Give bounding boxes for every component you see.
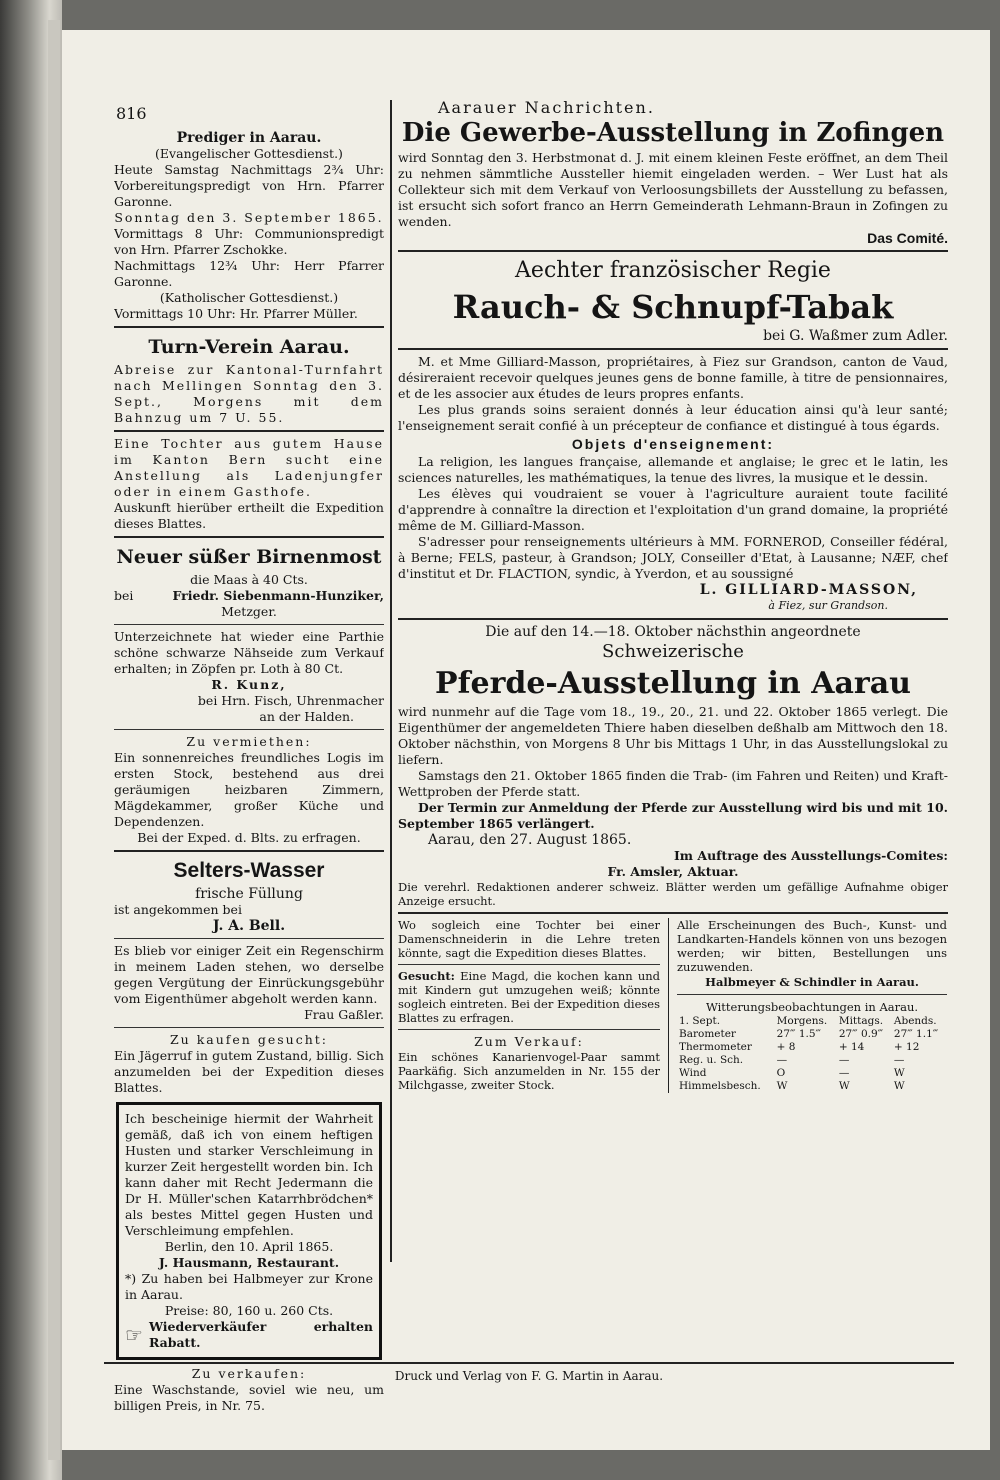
prediger-line-1: Heute Samstag Nachmittags 2¾ Uhr: Vorbereitungspredigt von Hrn. Pfarrer Garonne.	[114, 162, 384, 209]
turnverein-title: Turn-Verein Aarau.	[148, 336, 350, 358]
divider	[398, 912, 948, 914]
weather-header-row	[677, 1015, 947, 1028]
weather-cell: Thermometer	[679, 1041, 752, 1053]
kunz-addr-2: an der Halden.	[259, 709, 354, 724]
selters-sub: frische Füllung	[195, 886, 303, 902]
gilliard-p2: Les plus grands soins seraient donnés à leur éducation ainsi qu'à leur santé; l'enseignement serait confié à un précepteur de confiance et distingué à tous égards.	[398, 402, 948, 433]
weather-cell: + 12	[893, 1041, 920, 1053]
weather-cell: 27‴ 1.5‴	[776, 1028, 821, 1040]
gewerbe-text: wird Sonntag den 3. Herbstmonat d. J. mit einem kleinen Feste eröffnet, an dem Theil zu nehmen sämmtliche Aussteller hiemit eingeladen werden. – Wer Lust hat als Collekteur sich mit dem Verkauf von Verloosungsbillets der Ausstellung zu befassen, ist ersucht sich sofort franco an Herrn Gemeinderath Lehmann-Braun in Zofingen zu wenden.	[398, 150, 948, 229]
birnenmost-price: die Maas à 40 Cts.	[190, 572, 308, 587]
halbmeyer-text: Alle Erscheinungen des Buch-, Kunst- und Landkarten-Handels können von uns bezogen werden; wir bitten, Bestellungen uns zuzuwenden.	[677, 918, 947, 974]
katarrh-rabatt: Wiederverkäufer erhalten Rabatt.	[148, 1319, 373, 1350]
weather-cell: O	[776, 1067, 786, 1079]
vermieten-text-2: Bei der Exped. d. Blts. zu erfragen.	[137, 830, 361, 845]
kunz-addr-1: bei Hrn. Fisch, Uhrenmacher	[197, 693, 384, 708]
divider	[114, 624, 384, 625]
prediger-evang: (Evangelischer Gottesdienst.)	[155, 146, 343, 161]
birnenmost-title: Neuer süßer Birnenmost	[116, 546, 382, 568]
katarrh-rabatt-row	[125, 1319, 373, 1351]
prediger-line-3: Vormittags 8 Uhr: Communionspredigt von Hrn. Pfarrer Zschokke.	[114, 226, 384, 257]
katarrh-note: *) Zu haben bei Halbmeyer zur Krone in Aarau.	[125, 1271, 373, 1302]
footer-imprint: Druck und Verlag von F. G. Martin in Aarau.	[394, 1369, 664, 1383]
weather-table	[677, 1015, 947, 1093]
divider	[398, 964, 660, 965]
divider	[114, 1027, 384, 1028]
weather-col-morning: Morgens.	[776, 1015, 828, 1027]
schirm-text: Es blieb vor einiger Zeit ein Regenschirm in meinem Laden stehen, wo derselbe gegen Vergütung der Einrückungsgebühr vom Eigenthümer abgeholt werden kann.	[114, 943, 384, 1006]
tabak-line-1: Aechter französischer Regie	[515, 258, 831, 283]
magd-ad	[398, 969, 660, 1025]
divider	[114, 430, 384, 432]
weather-row	[677, 1080, 947, 1093]
gilliard-p1: M. et Mme Gilliard-Masson, propriétaires, à Fiez sur Grandson, canton de Vaud, désireraient recevoir quelques jeunes gens de bonne famille, à titre de pensionnaires, et de les associer aux études de leurs propres enfants.	[398, 354, 948, 401]
tabak-line-3: bei G. Waßmer zum Adler.	[763, 328, 948, 344]
schirm-name: Frau Gaßler.	[304, 1007, 384, 1022]
section-header: Aarauer Nachrichten.	[438, 100, 655, 117]
weather-row	[677, 1041, 947, 1054]
weather-cell: W	[776, 1080, 788, 1092]
weather-cell: —	[776, 1054, 788, 1066]
birnenmost-bei: bei	[114, 588, 134, 603]
divider	[114, 536, 384, 538]
birnenmost-role: Metzger.	[221, 604, 277, 619]
prediger-line-2: Sonntag den 3. September 1865.	[114, 210, 384, 225]
weather-cell: —	[838, 1054, 850, 1066]
weather-cell: Barometer	[679, 1028, 736, 1040]
weather-cell: 27‴ 0.9‴	[838, 1028, 884, 1040]
pferde-schweiz: Schweizerische	[602, 641, 744, 662]
selters-title: Selters-Wasser	[173, 859, 325, 882]
selters-text: ist angekommen bei	[114, 902, 242, 917]
weather-cell: W	[893, 1067, 905, 1079]
pointing-hand-icon: ☞	[125, 1323, 143, 1347]
footer-rule	[104, 1362, 954, 1364]
verkaufen-text: Eine Waschstande, soviel wie neu, um billigen Preis, in Nr. 75.	[114, 1382, 384, 1413]
gilliard-p5: S'adresser pour renseignements ultérieurs à MM. FORNEROD, Conseiller fédéral, à Berne; FELS, pasteur, à Grandson; JOLY, Conseiller d'Etat, à Lausanne; NÆF, chef d'institut et Dr. FLACTION, syndic, à Yverdon, et au soussigné	[398, 534, 948, 581]
kaufen-text: Ein Jägerruf in gutem Zustand, billig. Sich anzumelden bei der Expedition dieses Blattes.	[114, 1048, 384, 1095]
turnverein-text: Abreise zur Kantonal-Turnfahrt nach Mellingen Sonntag den 3. Sept., Morgens mit dem Bahnzug um 7 U. 55.	[114, 362, 384, 425]
gilliard-objets: Objets d'enseignement:	[571, 436, 775, 452]
birnenmost-seller-row	[114, 588, 384, 604]
birnenmost-seller: Friedr. Siebenmann-Hunziker,	[172, 588, 384, 603]
gilliard-p4: Les élèves qui voudraient se vouer à l'agriculture auraient toute facilité d'apprendre à connaître la direction et l'exploitation d'un grand domaine, la propriété même de M. Gilliard-Masson.	[398, 486, 948, 533]
vermieten-text: Ein sonnenreiches freundliches Logis im ersten Stock, bestehend aus drei geräumigen heizbaren Zimmern, Mägdekammer, großer Küche und Dependenzen.	[114, 750, 384, 829]
small-ads-right	[677, 918, 947, 1093]
small-ads-left	[398, 918, 660, 1093]
weather-col-date: 1. Sept.	[679, 1015, 721, 1027]
prediger-kath: (Katholischer Gottesdienst.)	[159, 290, 339, 305]
divider	[398, 1029, 660, 1030]
small-ads-area	[398, 918, 948, 1093]
selters-name: J. A. Bell.	[212, 918, 286, 934]
katarrh-box	[116, 1102, 382, 1360]
pferde-auftrag: Im Auftrage des Ausstellungs-Comites:	[673, 848, 948, 863]
pferde-intro: Die auf den 14.—18. Oktober nächsthin angeordnete	[485, 624, 861, 640]
divider	[114, 938, 384, 939]
weather-col-evening: Abends.	[893, 1015, 937, 1027]
weather-cell: Reg. u. Sch.	[679, 1054, 744, 1066]
pferde-p3: Der Termin zur Anmeldung der Pferde zur Ausstellung wird bis und mit 10. September 1865 verlängert.	[398, 800, 948, 831]
divider	[398, 618, 948, 620]
divider	[114, 729, 384, 730]
weather-cell: —	[893, 1054, 905, 1066]
verkaufen-title: Zu verkaufen:	[191, 1366, 307, 1381]
weather-row	[677, 1067, 947, 1080]
small-ads-divider	[668, 918, 669, 1093]
zumverkauf-text: Ein schönes Kanarienvogel-Paar sammt Paarkäfig. Sich anzumelden in Nr. 155 der Milchgasse, zweiter Stock.	[398, 1050, 660, 1092]
pferde-note: Die verehrl. Redaktionen anderer schweiz. Blätter werden um gefällige Aufnahme obiger Anzeige ersucht.	[398, 880, 948, 908]
weather-col-noon: Mittags.	[838, 1015, 884, 1027]
divider	[114, 326, 384, 328]
damen-text: Wo sogleich eine Tochter bei einer Damenschneiderin in die Lehre treten könnte, sagt die Expedition dieses Blattes.	[398, 918, 660, 960]
prediger-line-5: Vormittags 10 Uhr: Hr. Pfarrer Müller.	[114, 306, 358, 321]
gilliard-sig: L. GILLIARD-MASSON,	[699, 582, 918, 598]
gewerbe-title: Die Gewerbe-Ausstellung in Zofingen	[401, 118, 945, 148]
weather-cell: Himmelsbesch.	[679, 1080, 761, 1092]
prediger-title: Prediger in Aarau.	[176, 130, 322, 146]
vermieten-title: Zu vermiethen:	[186, 734, 312, 749]
divider	[398, 250, 948, 252]
weather-cell: Wind	[679, 1067, 707, 1079]
magd-label: Gesucht:	[398, 969, 455, 983]
pferde-sig: Fr. Amsler, Aktuar.	[607, 864, 739, 879]
divider	[677, 994, 947, 995]
weather-cell: + 8	[776, 1041, 796, 1053]
katarrh-text: Ich bescheinige hiermit der Wahrheit gemäß, daß ich von einem heftigen Husten und starker Verschleimung in kurzer Zeit hergestellt worden bin. Ich kann daher mit Recht Jedermann die Dr H. Müller'schen Katarrhbrödchen* als bestes Mittel gegen Husten und Verschleimung empfehlen.	[125, 1111, 373, 1238]
kaufen-title: Zu kaufen gesucht:	[170, 1032, 328, 1047]
pferde-p2: Samstags den 21. Oktober 1865 finden die Trab- (im Fahren und Reiten) und Kraft-Wettproben der Pferde statt.	[398, 768, 948, 799]
divider	[114, 850, 384, 852]
tochter-text: Eine Tochter aus gutem Hause im Kanton Bern sucht eine Anstellung als Ladenjungfer oder in einem Gasthofe.	[114, 436, 384, 499]
kunz-name: R. Kunz,	[211, 677, 287, 692]
weather-row	[677, 1028, 947, 1041]
katarrh-prices: Preise: 80, 160 u. 260 Cts.	[164, 1303, 334, 1318]
right-column	[398, 100, 948, 1093]
prediger-line-4: Nachmittags 12¾ Uhr: Herr Pfarrer Garonne.	[114, 258, 384, 289]
halbmeyer-sig: Halbmeyer & Schindler in Aarau.	[705, 975, 919, 989]
gewerbe-sig: Das Comité.	[867, 230, 948, 246]
weather-cell: W	[838, 1080, 850, 1092]
pferde-date: Aarau, den 27. August 1865.	[428, 832, 632, 848]
left-column	[114, 130, 384, 1414]
wetter-title: Witterungsbeobachtungen in Aarau.	[705, 1000, 919, 1014]
weather-cell: W	[893, 1080, 905, 1092]
page-stack-edge	[48, 20, 60, 1460]
katarrh-date: Berlin, den 10. April 1865.	[164, 1239, 334, 1254]
weather-cell: —	[838, 1067, 850, 1079]
column-divider	[390, 100, 392, 1262]
weather-cell: 27‴ 1.1‴	[893, 1028, 939, 1040]
divider	[398, 348, 948, 350]
page-number: 816	[116, 104, 147, 123]
tabak-line-2: Rauch- & Schnupf-Tabak	[452, 288, 894, 326]
gilliard-place: à Fiez, sur Grandson.	[768, 599, 888, 612]
weather-cell: + 14	[838, 1041, 865, 1053]
katarrh-sig: J. Hausmann, Restaurant.	[158, 1255, 340, 1270]
pferde-p1: wird nunmehr auf die Tage vom 18., 19., 20., 21. und 22. Oktober 1865 verlegt. Die Eigenthümer der angemeldeten Thiere haben dieselben deßhalb am Mittwoch den 18. Oktober nächsthin, von Morgens 8 Uhr bis Mittags 1 Uhr, in das Ausstellungslokal zu liefern.	[398, 704, 948, 767]
kunz-text: Unterzeichnete hat wieder eine Parthie schöne schwarze Nähseide zum Verkauf erhalten; in Zöpfen pr. Loth à 80 Ct.	[114, 629, 384, 676]
pferde-title: Pferde-Ausstellung in Aarau	[435, 666, 911, 701]
zumverkauf-title: Zum Verkauf:	[474, 1034, 584, 1049]
magd-text: Eine Magd, die kochen kann und mit Kindern gut umzugehen weiß; könnte sogleich eintreten. Bei der Expedition dieses Blattes zu erfragen.	[398, 969, 660, 1025]
gilliard-p3: La religion, les langues française, allemande et anglaise; le grec et le latin, les sciences naturelles, les mathématiques, la tenue des livres, la musique et le dessin.	[398, 454, 948, 485]
weather-row	[677, 1054, 947, 1067]
tochter-text-2: Auskunft hierüber ertheilt die Expedition dieses Blattes.	[114, 500, 384, 531]
